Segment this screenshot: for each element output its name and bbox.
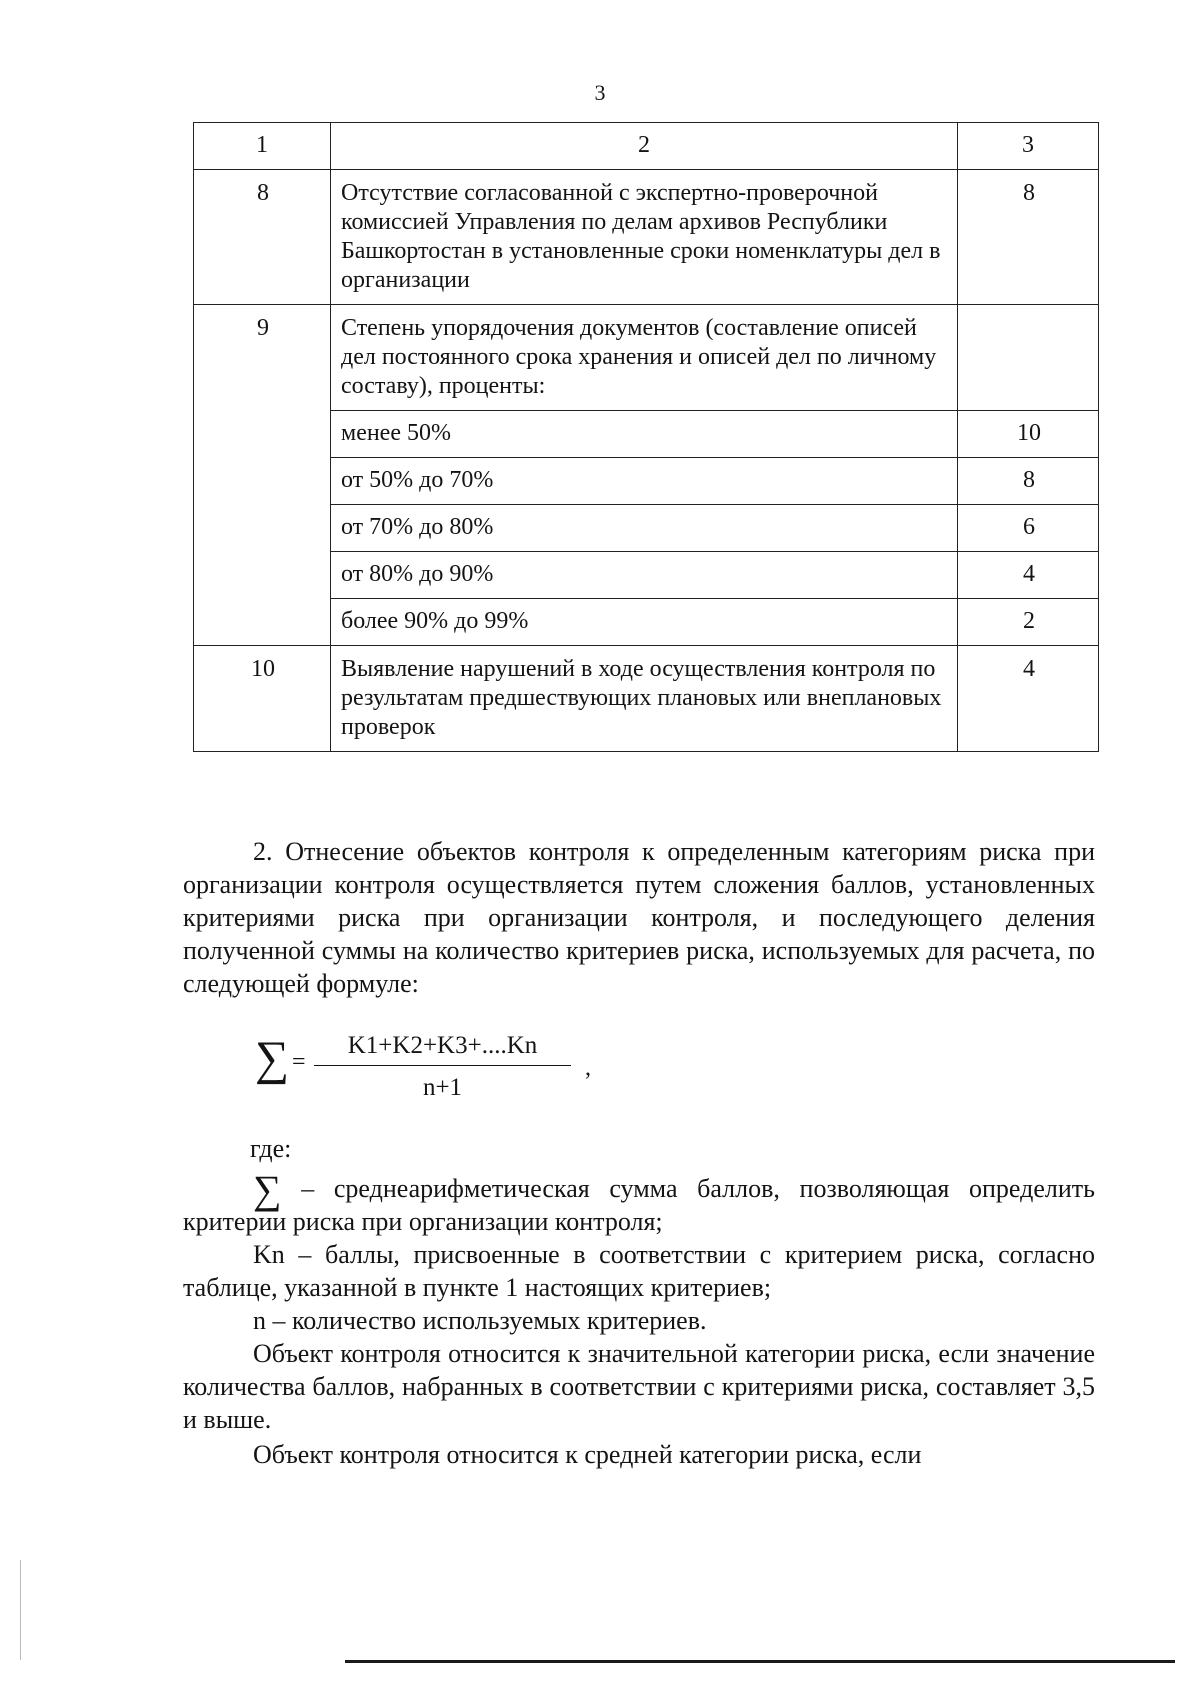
criterion-text: Отсутствие согласованной с экспертно-проверочной комиссией Управления по делам архивов Республики Башкортостан в установленные сроки номенклатуры дел в организации <box>331 170 958 305</box>
header-cell: 3 <box>958 123 1099 170</box>
medium-risk-paragraph: Объект контроля относится к средней категории риска, если <box>253 1440 922 1469</box>
subcriterion-score: 4 <box>958 552 1099 599</box>
footer-line <box>345 1660 1175 1663</box>
page-number: 3 <box>594 80 606 105</box>
formula-comma: , <box>585 1055 591 1081</box>
fraction-bar <box>314 1065 571 1066</box>
table-row <box>194 305 1099 411</box>
criterion-text: Выявление нарушений в ходе осуществления контроля по результатам предшествующих плановых или внеплановых проверок <box>331 646 958 752</box>
paragraph-2: 2. Отнесение объектов контроля к определенным категориям риска при организации контроля осуществляется путем сложения баллов, установленных критериями риска при организации контроля, и последующего деления полученной суммы на количество критериев риска, используемых для расчета, по следующей формуле: <box>183 837 1095 998</box>
criterion-score: 4 <box>958 646 1099 752</box>
subcriterion-score: 10 <box>958 411 1099 458</box>
subcriterion-score: 8 <box>958 458 1099 505</box>
sigma-definition <box>183 1167 1096 1238</box>
table-header-row <box>194 123 1099 170</box>
sigma-inline-icon: ∑ <box>253 1167 282 1212</box>
criterion-score <box>958 305 1099 411</box>
risk-criteria-table <box>193 122 1099 752</box>
where-label: где: <box>250 1134 292 1163</box>
criterion-number: 8 <box>194 170 331 305</box>
subcriterion-text: от 50% до 70% <box>331 458 958 505</box>
criterion-text: Степень упорядочения документов (составление описей дел постоянного срока хранения и описей дел по личному составу), проценты: <box>331 305 958 411</box>
header-cell: 1 <box>194 123 331 170</box>
table-row <box>194 646 1099 752</box>
paragraph-2-block <box>183 835 1095 1000</box>
formula-numerator: K1+K2+K3+....Kn <box>347 1032 538 1059</box>
risk-formula <box>255 1025 675 1115</box>
n-definition: n – количество используемых критериев. <box>253 1306 707 1335</box>
subcriterion-score: 2 <box>958 599 1099 646</box>
scan-margin-mark <box>20 1560 21 1660</box>
subcriterion-score: 6 <box>958 505 1099 552</box>
header-cell: 2 <box>331 123 958 170</box>
table-row <box>194 170 1099 305</box>
subcriterion-text: от 80% до 90% <box>331 552 958 599</box>
criterion-number: 9 <box>194 305 331 646</box>
significant-risk-paragraph: Объект контроля относится к значительной категории риска, если значение количества баллов, набранных в соответствии с критериями риска, составляет 3,5 и выше. <box>183 1339 1095 1434</box>
formula-denominator: n+1 <box>422 1074 463 1101</box>
kn-definition: Kn – баллы, присвоенные в соответствии с критерием риска, согласно таблице, указанной в пункте 1 настоящих критериев; <box>183 1240 1095 1302</box>
subcriterion-text: от 70% до 80% <box>331 505 958 552</box>
formula-equals: = <box>292 1049 306 1075</box>
subcriterion-text: более 90% до 99% <box>331 599 958 646</box>
sigma-definition-text: – среднеарифметическая сумма баллов, позволяющая определить критерии риска при организации контроля; <box>183 1174 1096 1236</box>
subcriterion-text: менее 50% <box>331 411 958 458</box>
criterion-score: 8 <box>958 170 1099 305</box>
sigma-icon: ∑ <box>255 1032 290 1085</box>
definitions-block <box>183 1167 1096 1471</box>
criterion-number: 10 <box>194 646 331 752</box>
